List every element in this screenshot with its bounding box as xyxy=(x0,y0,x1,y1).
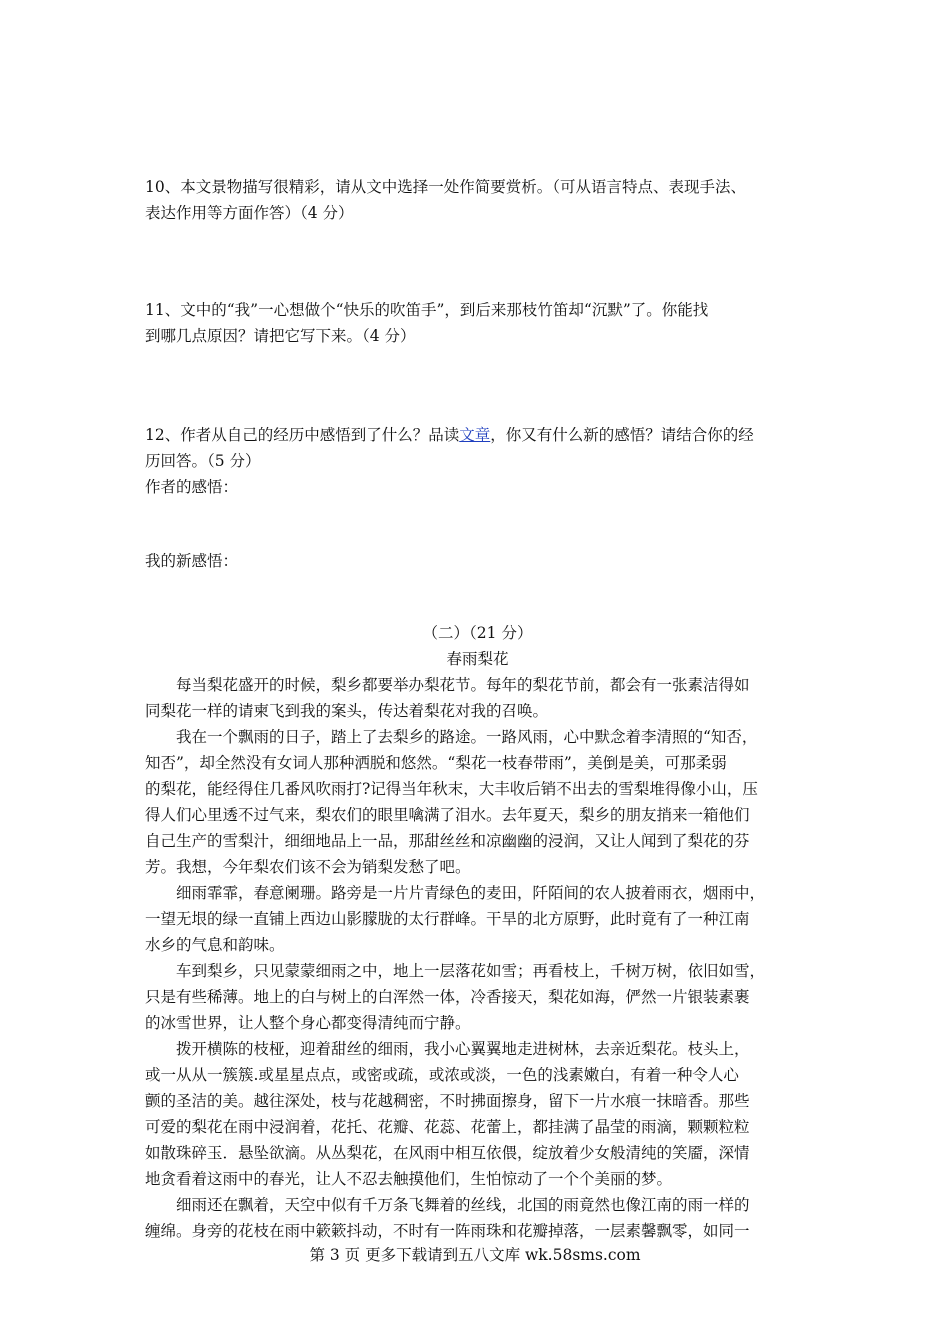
passage-title: 春雨梨花 xyxy=(446,650,509,668)
passage-line: 水乡的气息和韵味。 xyxy=(145,936,285,954)
question-11 xyxy=(145,297,810,349)
question-11-line-2: 到哪几点原因？请把它写下来。（4 分） xyxy=(145,327,416,345)
passage-paragraph xyxy=(145,958,810,1036)
passage-paragraph xyxy=(145,724,810,880)
passage-line: 知否”，却全然没有女词人那种洒脱和悠然。“梨花一枝春带雨”，美倒是美，可那柔弱 xyxy=(145,754,727,772)
passage-line: 可爱的梨花在雨中浸润着，花托、花瓣、花蕊、花蕾上，都挂满了晶莹的雨滴，颗颗粒粒 xyxy=(145,1118,750,1136)
page-footer: 第 3 页 更多下载请到五八文库 wk.58sms.com xyxy=(309,1246,641,1264)
passage-line: 拨开横陈的枝桠，迎着甜丝的细雨，我小心翼翼地走进树林，去亲近梨花。枝头上， xyxy=(176,1040,750,1058)
passage-line: 的梨花，能经得住几番风吹雨打?记得当年秋末，大丰收后销不出去的雪梨堆得像小山，压 xyxy=(145,780,758,798)
question-12 xyxy=(145,422,810,500)
article-link[interactable]: 文章 xyxy=(459,426,491,444)
passage-line: 得人们心里透不过气来，梨农们的眼里噙满了泪水。去年夏天，梨乡的朋友捎来一箱他们 xyxy=(145,806,750,824)
passage-line: 地贪看着这雨中的春光，让人不忍去触摸他们，生怕惊动了一个个美丽的梦。 xyxy=(145,1170,673,1188)
passage-line: 如散珠碎玉．悬坠欲滴。从丛梨花，在风雨中相互依偎，绽放着少女般清纯的笑靥，深情 xyxy=(145,1144,750,1162)
passage-paragraph xyxy=(145,1192,810,1244)
passage-paragraph xyxy=(145,880,810,958)
passage-line: 的冰雪世界，让人整个身心都变得清纯而宁静。 xyxy=(145,1014,471,1032)
my-insight-label: 我的新感悟： xyxy=(145,552,239,570)
passage-line: 只是有些稀薄。地上的白与树上的白浑然一体，冷香接天，梨花如海，俨然一片银装素裹 xyxy=(145,988,750,1006)
passage-line: 颤的圣洁的美。越往深处，枝与花越稠密，不时拂面擦身，留下一片水痕一抹暗香。那些 xyxy=(145,1092,750,1110)
question-10 xyxy=(145,174,810,226)
passage-line: 同梨花一样的请柬飞到我的案头，传达着梨花对我的召唤。 xyxy=(145,702,549,720)
passage-line: 每当梨花盛开的时候，梨乡都要举办梨花节。每年的梨花节前，都会有一张素洁得如 xyxy=(176,676,750,694)
passage-line: 芳。我想，今年梨农们该不会为销梨发愁了吧。 xyxy=(145,858,471,876)
question-11-line-1: 11、文中的“我”一心想做个“快乐的吹笛手”，到后来那枝竹笛却“沉默”了。你能找 xyxy=(145,301,709,319)
question-10-line-1: 10、本文景物描写很精彩，请从文中选择一处作简要赏析。（可从语言特点、表现手法、 xyxy=(145,178,746,196)
question-12-line-1 xyxy=(145,422,810,448)
passage-line: 自己生产的雪梨汁，细细地品上一品，那甜丝丝和凉幽幽的浸润，又让人闻到了梨花的芬 xyxy=(145,832,750,850)
passage-paragraph xyxy=(145,1036,810,1192)
passage-body xyxy=(145,672,810,1244)
passage-line: 车到梨乡，只见蒙蒙细雨之中，地上一层落花如雪；再看枝上，千树万树，依旧如雪， xyxy=(176,962,766,980)
passage-paragraph xyxy=(145,672,810,724)
passage-line: 或一从从一簇簇.或星星点点，或密或疏，或浓或淡，一色的浅素嫩白，有着一种令人心 xyxy=(145,1066,739,1084)
my-insight-block xyxy=(145,548,810,574)
passage-line: 一望无垠的绿一直铺上西边山影朦胧的太行群峰。干旱的北方原野，此时竟有了一种江南 xyxy=(145,910,750,928)
question-12-text-after-link: ，你又有什么新的感悟？请结合你的经 xyxy=(490,426,754,444)
section-heading: （二）（21 分） xyxy=(422,624,533,642)
author-insight-label: 作者的感悟： xyxy=(145,478,239,496)
question-10-line-2: 表达作用等方面作答）（4 分） xyxy=(145,204,354,222)
question-12-text-before-link: 12、作者从自己的经历中感悟到了什么？品读 xyxy=(145,426,460,444)
passage-line: 细雨还在飘着，天空中似有千万条飞舞着的丝线，北国的雨竟然也像江南的雨一样的 xyxy=(176,1196,750,1214)
passage-line: 缠绵。身旁的花枝在雨中簌簌抖动，不时有一阵雨珠和花瓣掉落，一层素馨飘零，如同一 xyxy=(145,1222,750,1240)
question-12-line-2: 历回答。（5 分） xyxy=(145,452,261,470)
passage-line: 细雨霏霏，春意阑珊。路旁是一片片青绿色的麦田，阡陌间的农人披着雨衣，烟雨中， xyxy=(176,884,766,902)
passage-line: 我在一个飘雨的日子，踏上了去梨乡的路途。一路风雨，心中默念着李清照的“知否， xyxy=(176,728,758,746)
